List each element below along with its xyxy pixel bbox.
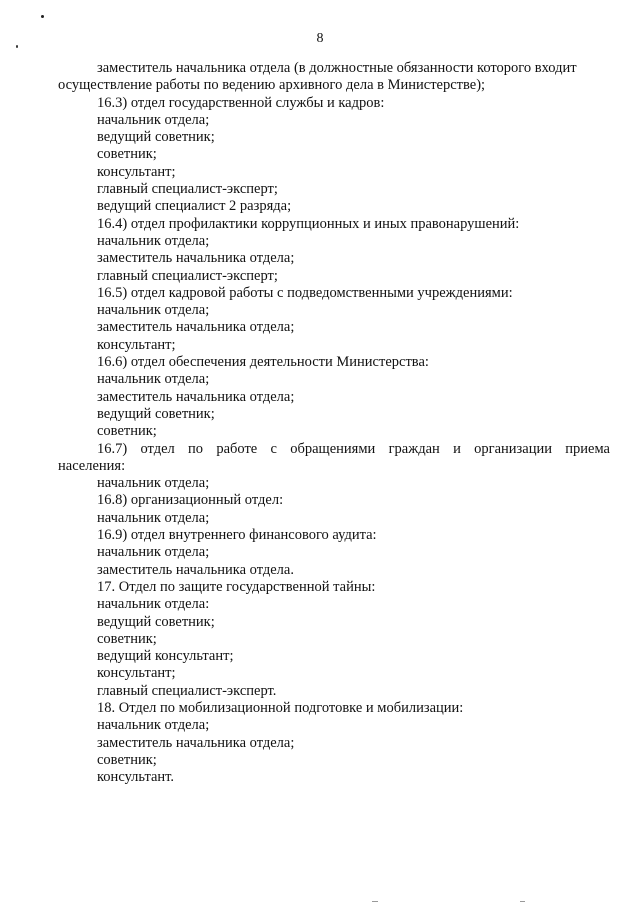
list-item: начальник отдела; <box>97 717 210 734</box>
list-item: заместитель начальника отдела; <box>97 388 295 405</box>
section-heading: 16.5) отдел кадровой работы с подведомственными учреждениями: <box>97 284 513 301</box>
list-item: советник; <box>97 146 157 163</box>
section-heading-continuation: населения: <box>58 457 126 474</box>
list-item: начальник отдела; <box>97 111 210 128</box>
section-heading: 16.9) отдел внутреннего финансового аудита: <box>97 527 377 544</box>
list-item: ведущий консультант; <box>97 648 234 665</box>
scan-edge-mark <box>372 901 378 905</box>
section-heading: 16.8) организационный отдел: <box>97 492 284 509</box>
list-item: начальник отдела; <box>97 371 210 388</box>
text-line: осуществление работы по ведению архивного дела в Министерстве); <box>58 77 486 94</box>
list-item: начальник отдела; <box>97 544 210 561</box>
list-item: консультант; <box>97 665 176 682</box>
text-line: заместитель начальника отдела (в должностные обязанности которого входит <box>97 60 577 76</box>
list-item: советник; <box>97 751 157 768</box>
list-item: заместитель начальника отдела; <box>97 319 295 336</box>
page-number: 8 <box>316 31 324 46</box>
document-body <box>58 60 610 786</box>
section-heading: 18. Отдел по мобилизационной подготовке и мобилизации: <box>97 699 464 716</box>
section-heading: 16.7) отдел по работе с обращениями граждан и организации приема <box>97 440 610 457</box>
list-item: главный специалист-эксперт. <box>97 682 277 699</box>
section-heading: 17. Отдел по защите государственной тайны: <box>97 578 376 595</box>
list-item: ведущий советник; <box>97 129 215 146</box>
list-item: начальник отдела; <box>97 302 210 319</box>
list-item: заместитель начальника отдела; <box>97 250 295 267</box>
section-heading: 16.4) отдел профилактики коррупционных и иных правонарушений: <box>97 215 520 232</box>
list-item: заместитель начальника отдела. <box>97 561 294 578</box>
list-item: начальник отдела; <box>97 509 210 526</box>
scan-speck <box>41 15 44 18</box>
list-item: советник; <box>97 423 157 440</box>
list-item: начальник отдела; <box>97 475 210 492</box>
scan-edge-mark <box>520 901 525 905</box>
list-item: главный специалист-эксперт; <box>97 181 278 198</box>
section-heading: 16.6) отдел обеспечения деятельности Министерства: <box>97 354 429 371</box>
section-heading: 16.3) отдел государственной службы и кадров: <box>97 94 385 111</box>
list-item: консультант. <box>97 769 175 786</box>
list-item: ведущий советник; <box>97 405 215 422</box>
list-item: начальник отдела: <box>97 596 210 613</box>
list-item: консультант; <box>97 163 176 180</box>
list-item: консультант; <box>97 336 176 353</box>
list-item: главный специалист-эксперт; <box>97 267 278 284</box>
list-item: советник; <box>97 630 157 647</box>
list-item: начальник отдела; <box>97 232 210 249</box>
list-item: ведущий советник; <box>97 613 215 630</box>
list-item: заместитель начальника отдела; <box>97 734 295 751</box>
list-item: ведущий специалист 2 разряда; <box>97 198 292 215</box>
